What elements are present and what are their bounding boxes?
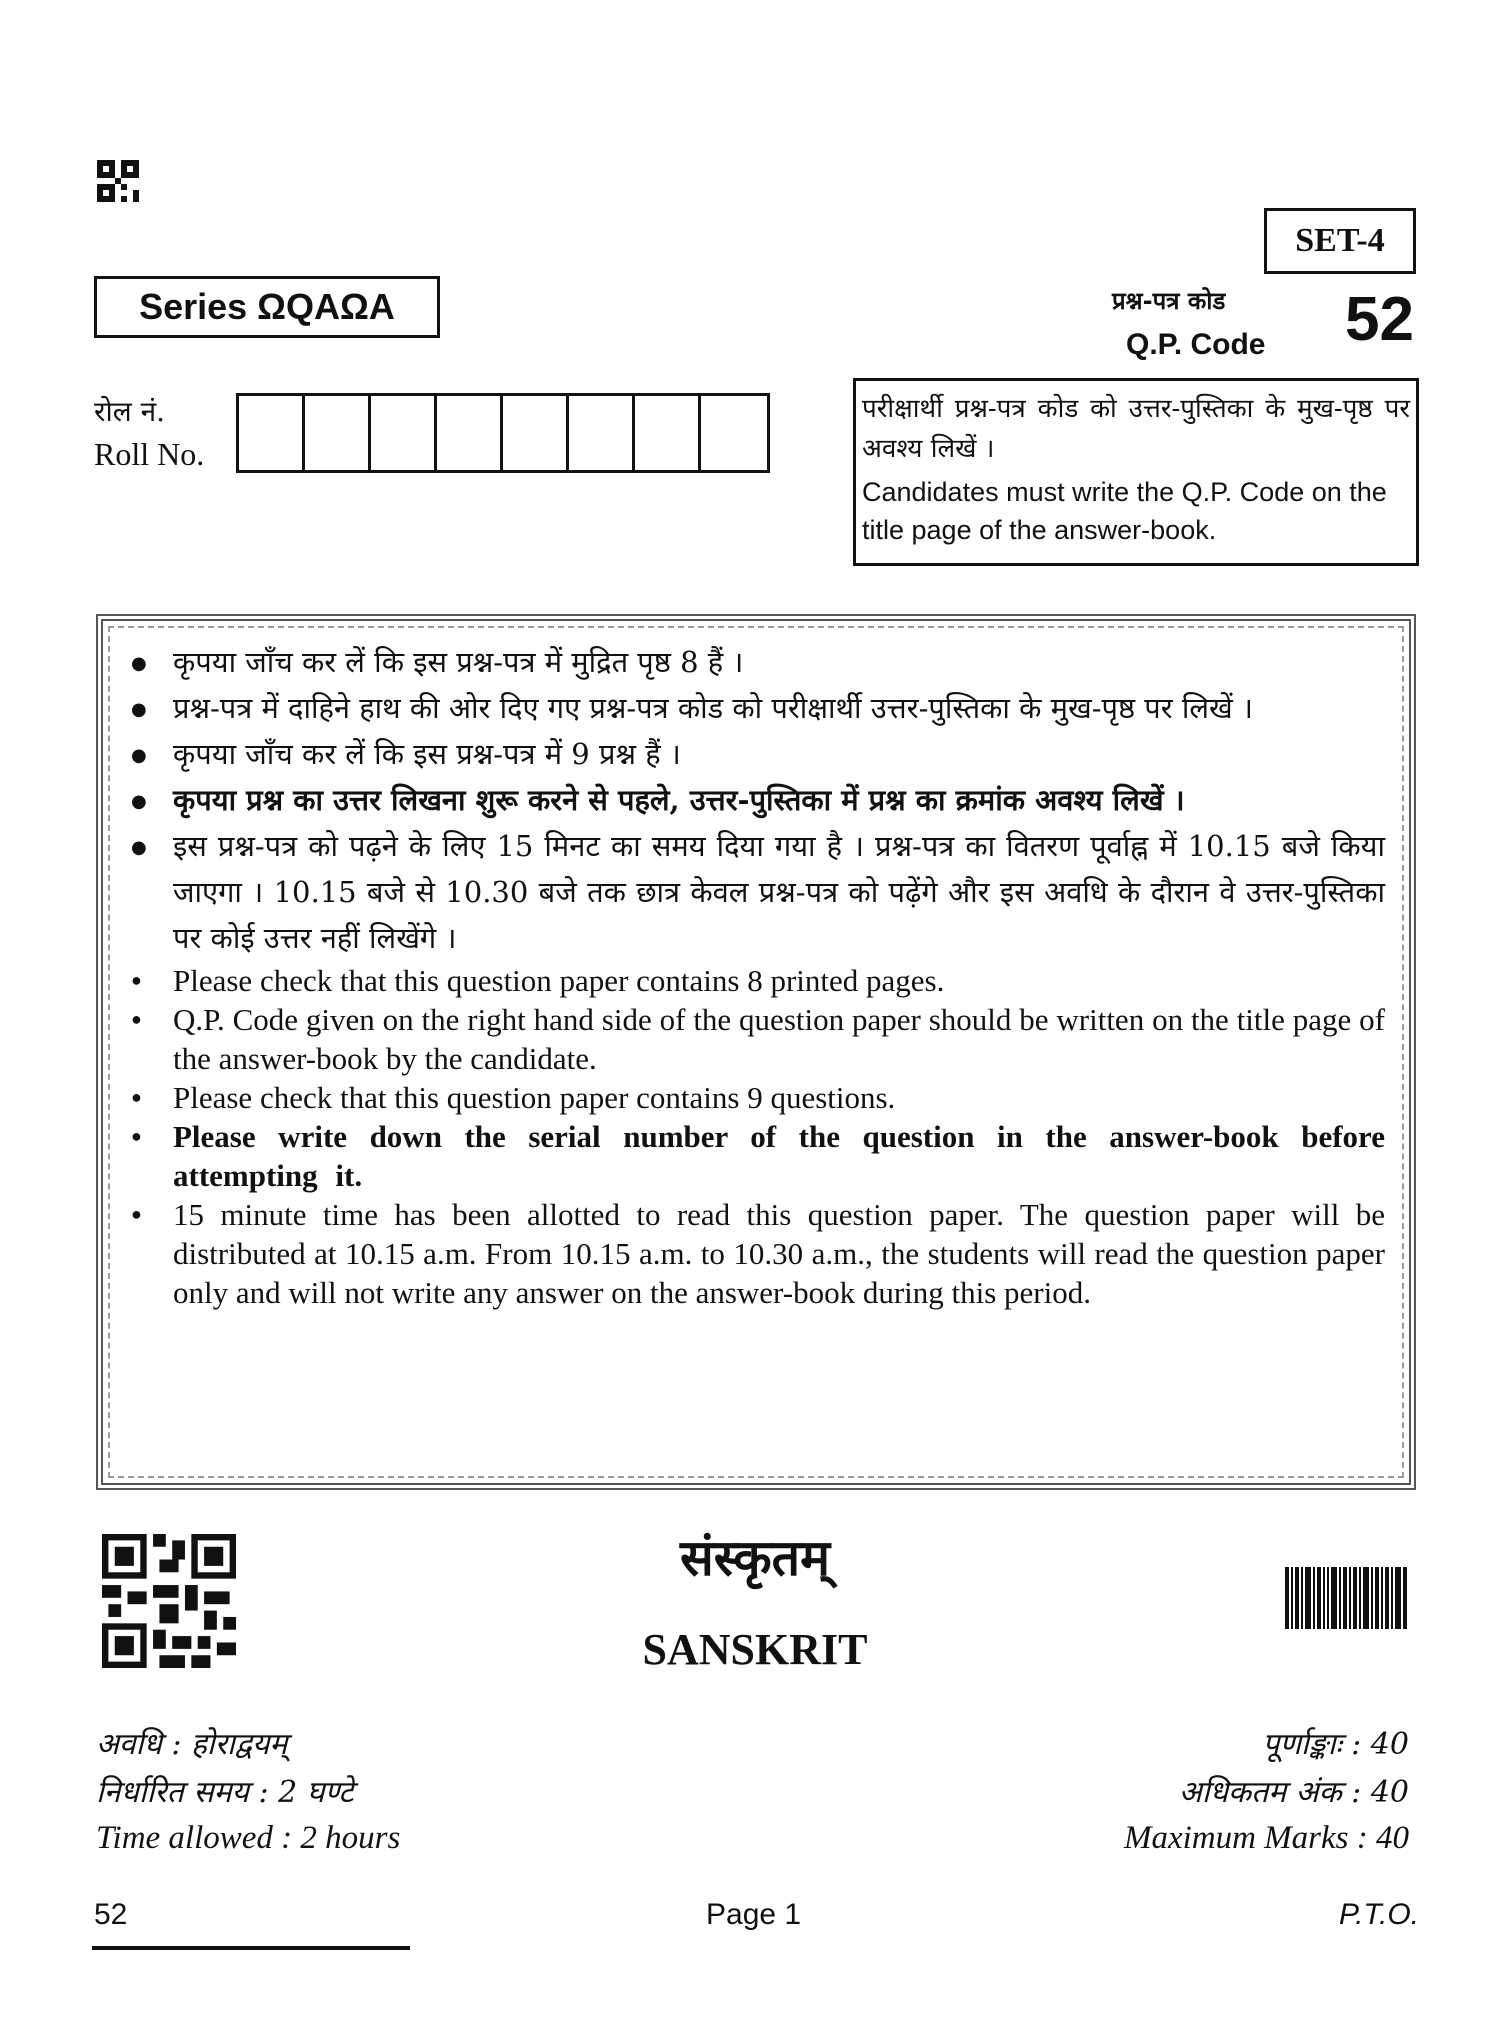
instruction-hindi-1: ● कृपया जाँच कर लें कि इस प्रश्न-पत्र में मुद्रित पृष्ठ 8 हैं । [127, 639, 1385, 685]
qr-code [102, 1534, 236, 1668]
candidate-notice-english: Candidates must write the Q.P. Code on the title page of the answer-book. [862, 477, 1387, 545]
qp-code-number: 52 [1345, 285, 1414, 354]
instruction-english-3: ● Please check that this question paper contains 9 questions. [127, 1078, 1385, 1117]
instruction-hindi-2: ● प्रश्न-पत्र में दाहिने हाथ की ओर दिए गए प्रश्न-पत्र कोड को परीक्षार्थी उत्तर-पुस्तिका के मुख-पृष्ठ पर लिखें । [127, 685, 1385, 731]
instruction-hindi-5: ● इस प्रश्न-पत्र को पढ़ने के लिए 15 मिनट का समय दिया गया है । प्रश्न-पत्र का वितरण पूर्वाह्न में 10.15 बजे किया जाएगा । 10.15 बजे से 10.30 बजे तक छात्र केवल प्रश्न-पत्र को पढ़ेंगे और इस अवधि के दौरान वे उत्तर-पुस्तिका पर कोई उत्तर नहीं लिखेंगे । [127, 823, 1385, 961]
roll-digit-box[interactable] [503, 396, 569, 470]
roll-label: Roll No. [94, 436, 205, 472]
series-label: Series ΩQAΩA [94, 276, 440, 338]
small-qr-code [97, 160, 139, 202]
marks-hindi: अधिकतम अंक : 40 [1178, 1775, 1409, 1810]
qp-code-label: Q.P. Code [1126, 328, 1266, 361]
roll-digit-box[interactable] [371, 396, 437, 470]
instruction-hindi-3: ● कृपया जाँच कर लें कि इस प्रश्न-पत्र में 9 प्रश्न हैं । [127, 731, 1385, 777]
footer-code: 52 [94, 1898, 128, 1931]
pto-label: P.T.O. [1338, 1898, 1419, 1931]
page-number: Page 1 [706, 1898, 802, 1931]
roll-label-hindi: रोल नं. [94, 395, 166, 428]
candidate-notice-box [853, 378, 1419, 566]
maximum-marks: Maximum Marks : 40 [1123, 1820, 1409, 1856]
roll-number-boxes[interactable] [236, 393, 770, 473]
subject-title: SANSKRIT [642, 1625, 868, 1674]
subject-title-hindi: संस्कृतम् [679, 1528, 831, 1587]
roll-digit-box[interactable] [305, 396, 371, 470]
duration-hindi: निर्धारित समय : 2 घण्टे [96, 1775, 354, 1810]
duration-sanskrit: अवधि : होराद्वयम् [96, 1727, 288, 1762]
marks-sanskrit: पूर्णाङ्काः : 40 [1262, 1727, 1409, 1762]
instruction-english-1: ● Please check that this question paper contains 8 printed pages. [127, 961, 1385, 1000]
time-allowed: Time allowed : 2 hours [96, 1820, 401, 1856]
barcode [1285, 1567, 1407, 1629]
instruction-hindi-4: ● कृपया प्रश्न का उत्तर लिखना शुरू करने से पहले, उत्तर-पुस्तिका में प्रश्न का क्रमांक अवश्य लिखें । [127, 777, 1385, 823]
instructions-box [96, 614, 1416, 1490]
instruction-english-5: ● 15 minute time has been allotted to read this question paper. The question paper will be distributed at 10.15 a.m. From 10.15 a.m. to 10.30 a.m., the students will read the question paper only and will not write any answer on the answer-book during this period. [127, 1195, 1385, 1312]
candidate-notice-hindi: परीक्षार्थी प्रश्न-पत्र कोड को उत्तर-पुस्तिका के मुख-पृष्ठ पर अवश्य लिखें । [862, 394, 1410, 464]
roll-digit-box[interactable] [635, 396, 701, 470]
instruction-english-4: ● Please write down the serial number of the question in the answer-book before attempting it. [127, 1117, 1385, 1195]
instruction-english-2: ● Q.P. Code given on the right hand side of the question paper should be written on the title page of the answer-book by the candidate. [127, 1000, 1385, 1078]
footer-rule [92, 1946, 410, 1950]
qp-code-label-hindi: प्रश्न-पत्र कोड [1112, 287, 1226, 315]
roll-digit-box[interactable] [437, 396, 503, 470]
roll-digit-box[interactable] [569, 396, 635, 470]
roll-digit-box[interactable] [701, 396, 767, 470]
roll-digit-box[interactable] [239, 396, 305, 470]
set-label: SET-4 [1264, 208, 1416, 274]
